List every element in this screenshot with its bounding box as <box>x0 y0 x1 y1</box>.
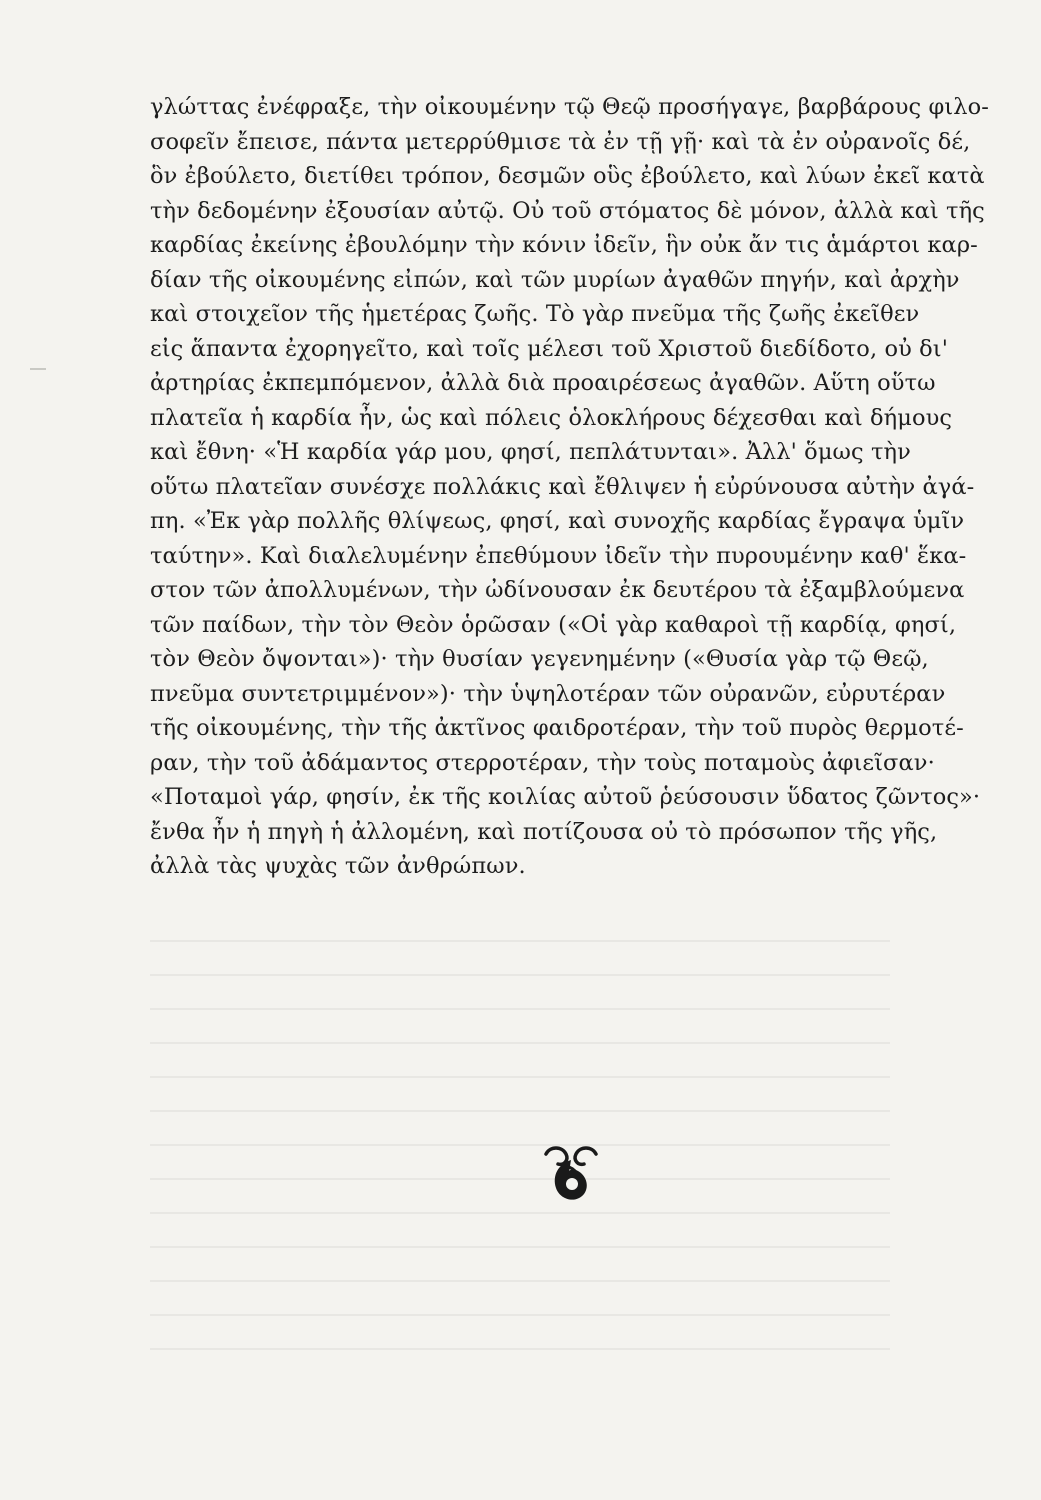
text-line: καὶ στοιχεῖον τῆς ἡμετέρας ζωῆς. Τὸ γὰρ πνεῦμα τῆς ζωῆς ἐκεῖθεν <box>150 301 920 327</box>
text-line: οὕτω πλατεῖαν συνέσχε πολλάκις καὶ ἔθλιψεν ἡ εὐρύνουσα αὐτὴν ἀγά- <box>150 473 975 500</box>
margin-mark <box>30 368 46 370</box>
text-line: τὴν δεδομένην ἐξουσίαν αὐτῷ. Οὐ τοῦ στόματος δὲ μόνον, ἀλλὰ καὶ τῆς <box>150 197 985 224</box>
body-text <box>150 90 989 884</box>
text-line: ταύτην». Καὶ διαλελυμένην ἐπεθύμουν ἰδεῖν τὴν πυρουμένην καθ' ἕκα- <box>150 542 967 569</box>
text-line: «Ποταμοὶ γάρ, φησίν, ἐκ τῆς κοιλίας αὐτοῦ ῥεύσουσιν ὕδατος ζῶντος»· <box>150 784 981 810</box>
text-line: τὸν Θεὸν ὄψονται»)· τὴν θυσίαν γεγενημένην («Θυσία γὰρ τῷ Θεῷ, <box>150 646 929 672</box>
text-line: στον τῶν ἀπολλυμένων, τὴν ὠδίνουσαν ἐκ δευτέρου τὰ ἐξαμβλούμενα <box>150 577 965 603</box>
text-line: τῶν παίδων, τὴν τὸν Θεὸν ὁρῶσαν («Οἱ γὰρ καθαροὶ τῇ καρδίᾳ, φησί, <box>150 611 957 638</box>
text-line: δίαν τῆς οἰκουμένης εἰπών, καὶ τῶν μυρίων ἀγαθῶν πηγήν, καὶ ἀρχὴν <box>150 266 960 293</box>
text-line: ἔνθα ἦν ἡ πηγὴ ἡ ἀλλομένη, καὶ ποτίζουσα οὐ τὸ πρόσωπον τῆς γῆς, <box>150 818 938 845</box>
show-through-text <box>150 940 890 1380</box>
text-line: τῆς οἰκουμένης, τὴν τῆς ἀκτῖνος φαιδροτέραν, τὴν τοῦ πυρὸς θερμοτέ- <box>150 715 964 741</box>
text-line: καρδίας ἐκείνης ἐβουλόμην τὴν κόνιν ἰδεῖν, ἣν οὐκ ἄν τις ἁμάρτοι καρ- <box>150 232 978 258</box>
text-line: πη. «Ἐκ γὰρ πολλῆς θλίψεως, φησί, καὶ συνοχῆς καρδίας ἔγραψα ὑμῖν <box>150 508 965 534</box>
text-line: ἀρτηρίας ἐκπεμπόμενον, ἀλλὰ διὰ προαιρέσεως ἀγαθῶν. Αὕτη οὕτω <box>150 370 936 396</box>
text-line: πνεῦμα συντετριμμένον»)· τὴν ὑψηλοτέραν τῶν οὐρανῶν, εὐρυτέραν <box>150 680 946 707</box>
fleuron-ornament-icon <box>536 1138 606 1210</box>
text-line: πλατεῖα ἡ καρδία ἦν, ὡς καὶ πόλεις ὁλοκλήρους δέχεσθαι καὶ δήμους <box>150 404 953 431</box>
text-line: ἀλλὰ τὰς ψυχὰς τῶν ἀνθρώπων. <box>150 853 526 879</box>
text-line: γλώττας ἐνέφραξε, τὴν οἰκουμένην τῷ Θεῷ προσήγαγε, βαρβάρους φιλο- <box>150 94 989 120</box>
text-line: καὶ ἔθνη· «Ἡ καρδία γάρ μου, φησί, πεπλάτυνται». Ἀλλ' ὅμως τὴν <box>150 439 911 465</box>
text-line: σοφεῖν ἔπεισε, πάντα μετερρύθμισε τὰ ἐν τῇ γῇ· καὶ τὰ ἐν οὐρανοῖς δέ, <box>150 128 971 155</box>
text-line: ὃν ἐβούλετο, διετίθει τρόπον, δεσμῶν οὓς ἐβούλετο, καὶ λύων ἐκεῖ κατὰ <box>150 163 985 189</box>
text-line: εἰς ἅπαντα ἐχορηγεῖτο, καὶ τοῖς μέλεσι τοῦ Χριστοῦ διεδίδοτο, οὐ δι' <box>150 335 948 362</box>
text-line: ραν, τὴν τοῦ ἀδάμαντος στερροτέραν, τὴν τοὺς ποταμοὺς ἀφιεῖσαν· <box>150 749 935 776</box>
